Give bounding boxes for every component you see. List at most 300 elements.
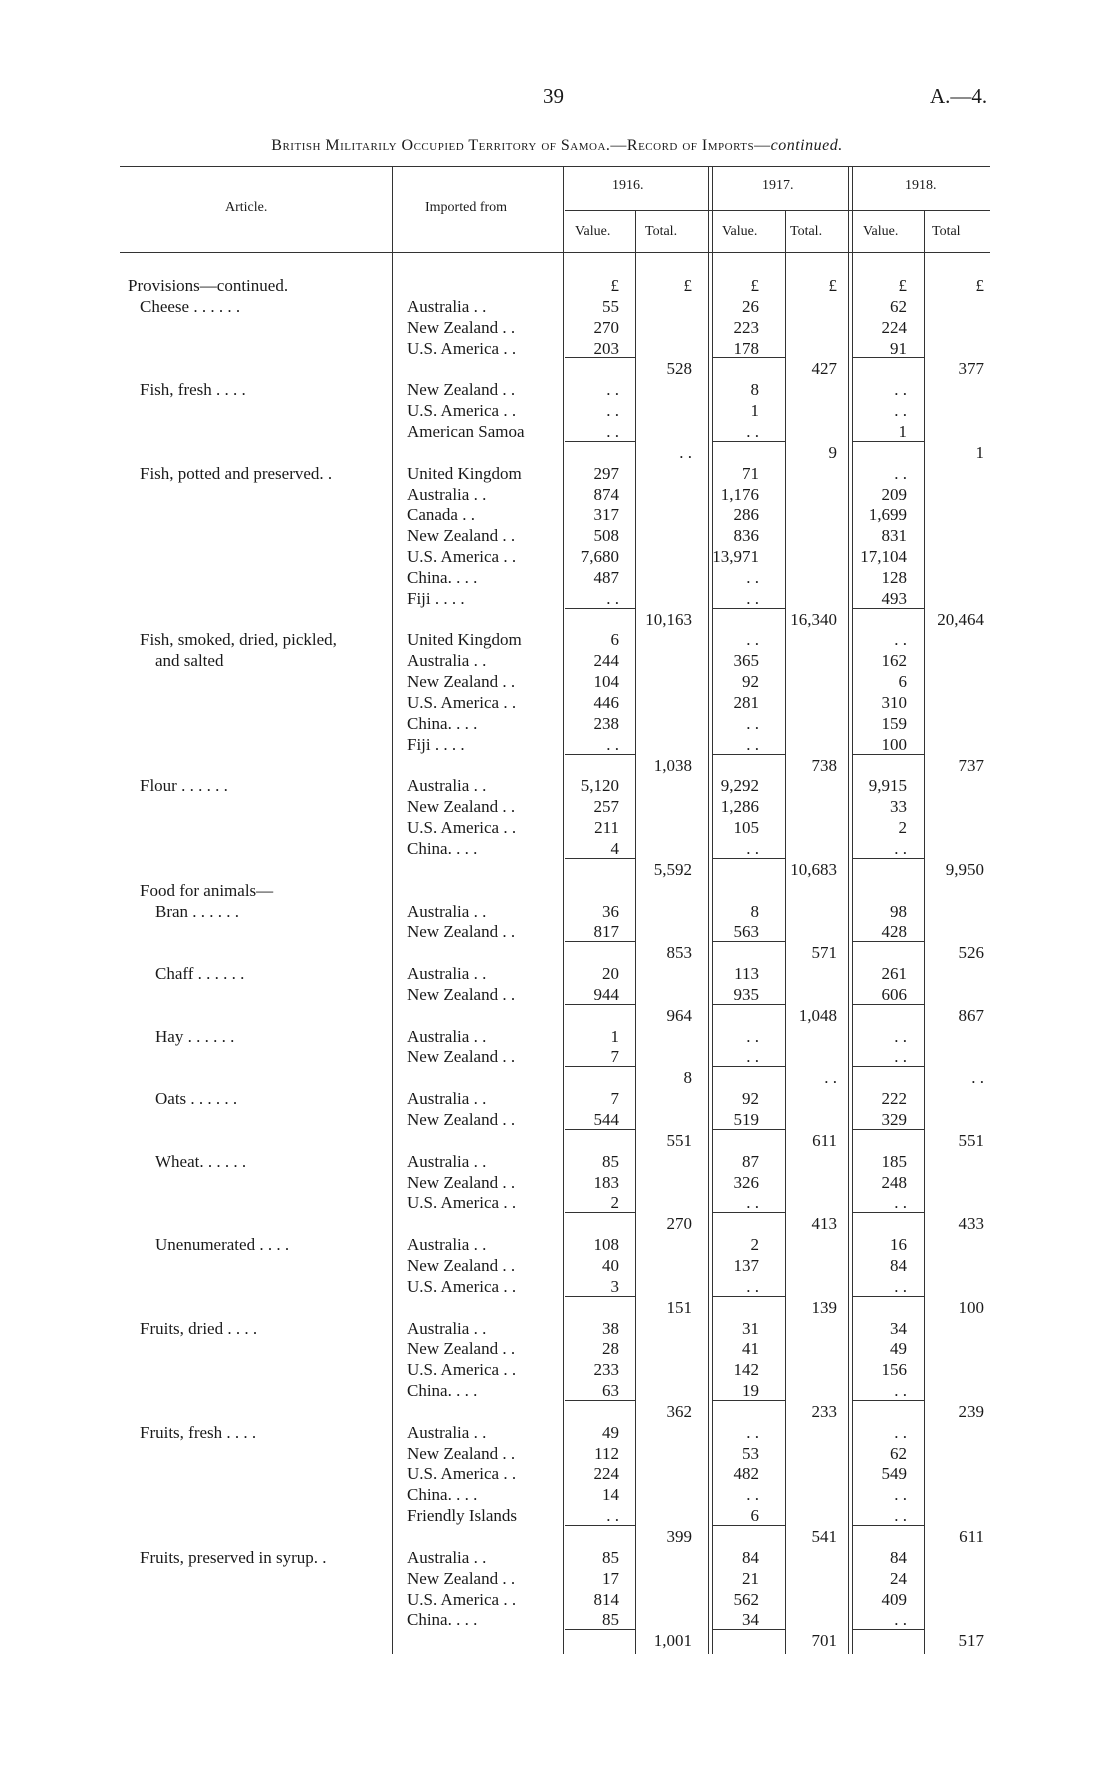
value-1918-cell: 34: [890, 1318, 907, 1338]
table-row: [0, 505, 1114, 525]
table-row: [0, 339, 1114, 359]
header-1916-total: Total.: [645, 224, 678, 239]
table-row: [0, 630, 1114, 650]
source-cell: New Zealand . .: [407, 922, 516, 942]
value-1916-cell: . .: [606, 1506, 619, 1526]
table-row: [0, 943, 1114, 963]
table-row: [0, 1444, 1114, 1464]
value-1918-cell: . .: [894, 838, 907, 858]
table-row: [0, 422, 1114, 442]
table-row: [0, 1214, 1114, 1234]
subtotal-rule: [565, 1066, 635, 1067]
source-cell: Australia . .: [407, 1089, 487, 1109]
source-cell: New Zealand . .: [407, 1047, 516, 1067]
total-1918-cell: 377: [958, 359, 984, 379]
value-1917-cell: . .: [746, 567, 759, 587]
article-cell: Fruits, fresh . . . .: [140, 1422, 257, 1442]
value-1916-cell: 297: [593, 463, 619, 483]
value-1918-cell: 2: [898, 818, 907, 838]
value-1918-cell: 17,104: [860, 547, 907, 567]
subtotal-rule: [565, 858, 635, 859]
subtotal-rule: [565, 357, 635, 358]
article-cell: Wheat. . . . . .: [155, 1151, 247, 1171]
total-1916-cell: 528: [666, 359, 692, 379]
source-cell: New Zealand . .: [407, 1172, 516, 1192]
value-1917-cell: 1,176: [720, 484, 759, 504]
table-row: [0, 1339, 1114, 1359]
value-1917-cell: 21: [742, 1568, 759, 1588]
total-1916-cell: . .: [679, 442, 692, 462]
total-1916-cell: 1,001: [653, 1631, 692, 1651]
table-row: [0, 1506, 1114, 1526]
value-1916-cell: 7: [610, 1089, 619, 1109]
value-1916-cell: 36: [602, 901, 619, 921]
table-row: [0, 359, 1114, 379]
subtotal-rule: [565, 1525, 635, 1526]
source-cell: U.S. America . .: [407, 693, 517, 712]
total-1917-cell: 233: [811, 1401, 837, 1421]
value-1917-cell: 71: [742, 463, 759, 483]
value-1916-cell: 112: [594, 1443, 619, 1463]
value-1916-cell: 270: [593, 317, 619, 337]
table-row: [0, 1527, 1114, 1547]
value-1917-cell: 482: [733, 1464, 759, 1484]
table-row: [0, 589, 1114, 609]
value-1917-cell: 2: [750, 1235, 759, 1255]
value-1917-cell: 105: [733, 818, 759, 838]
total-1916-cell: 853: [666, 943, 692, 963]
title-continued: continued.: [770, 137, 843, 154]
article-cell: Fish, fresh . . . .: [140, 380, 246, 400]
value-1918-cell: 831: [881, 526, 907, 546]
subtotal-rule: [565, 1296, 635, 1297]
value-1916-cell: 4: [610, 838, 619, 858]
subtotal-rule: [713, 858, 785, 859]
value-1917-cell: . .: [746, 1422, 759, 1442]
value-1916-cell: 108: [593, 1235, 619, 1255]
header-1917-total: Total.: [790, 224, 823, 239]
subtotal-rule: [853, 1129, 924, 1130]
source-cell: U.S. America . .: [407, 338, 517, 358]
total-1918-cell: 20,464: [937, 609, 984, 629]
subtotal-rule: [853, 1004, 924, 1005]
value-1918-cell: 62: [890, 296, 907, 316]
subtotal-rule: [713, 1629, 785, 1630]
total-1916-cell: 964: [666, 1005, 692, 1025]
value-1917-cell: . .: [746, 421, 759, 441]
value-1916-cell: 874: [593, 484, 619, 504]
value-1916-cell: 6: [610, 630, 619, 650]
total-1918-cell: . .: [971, 1068, 984, 1088]
source-cell: China. . . .: [407, 1485, 478, 1505]
table-row: [0, 610, 1114, 630]
table-row: [0, 985, 1114, 1005]
value-1916-cell: 544: [593, 1110, 619, 1129]
subtotal-rule: [853, 608, 924, 609]
table-row: [0, 443, 1114, 463]
source-cell: Australia . .: [407, 776, 487, 796]
subtotal-rule: [713, 1066, 785, 1067]
value-1917-cell: 137: [733, 1255, 759, 1275]
value-1918-cell: 24: [890, 1568, 907, 1588]
total-1918-cell: 867: [958, 1005, 984, 1025]
source-cell: New Zealand . .: [407, 672, 516, 692]
total-1917-cell: 701: [811, 1631, 837, 1651]
value-1916-cell: 5,120: [580, 776, 619, 796]
value-1918-cell: 209: [881, 484, 907, 504]
source-cell: New Zealand . .: [407, 1568, 516, 1588]
value-1918-cell: 100: [881, 734, 907, 754]
subtotal-rule: [713, 1296, 785, 1297]
article-cell: Food for animals—: [140, 880, 274, 900]
subtotal-rule: [713, 754, 785, 755]
value-1918-cell: . .: [894, 463, 907, 483]
total-1916-cell: 399: [666, 1527, 692, 1546]
value-1916-cell: 257: [593, 797, 619, 817]
value-1918-cell: 549: [881, 1464, 907, 1484]
total-1916-cell: 362: [666, 1401, 692, 1421]
header-1918-total: Total: [932, 224, 961, 239]
header-1918-value: Value.: [863, 224, 899, 239]
value-1918-cell: 1: [898, 421, 907, 441]
value-1917-cell: 34: [742, 1610, 759, 1630]
value-1916-cell: 446: [593, 693, 619, 712]
subtotal-rule: [713, 1212, 785, 1213]
value-1917-cell: 836: [733, 526, 759, 546]
source-cell: U.S. America . .: [407, 1276, 517, 1296]
value-1916-cell: . .: [606, 588, 619, 608]
total-1917-cell: 738: [811, 755, 837, 775]
source-cell: China. . . .: [407, 1610, 478, 1630]
subtotal-rule: [713, 941, 785, 942]
value-1917-cell: 223: [733, 317, 759, 337]
value-1917-cell: 563: [733, 922, 759, 942]
value-1918-cell: 329: [881, 1110, 907, 1129]
value-1918-cell: 156: [881, 1360, 907, 1380]
header-article: Article.: [225, 200, 268, 215]
value-1918-cell: 84: [890, 1547, 907, 1567]
value-1918-cell: 222: [881, 1089, 907, 1109]
table-row: [0, 1068, 1114, 1088]
value-1918-cell: 62: [890, 1443, 907, 1463]
source-cell: China. . . .: [407, 567, 478, 587]
value-1916-cell: 14: [602, 1485, 619, 1505]
source-cell: Friendly Islands: [407, 1506, 518, 1526]
value-1917-cell: 8: [750, 380, 759, 400]
value-1917-cell: . .: [746, 838, 759, 858]
article-cell: Bran . . . . . .: [155, 901, 240, 921]
value-1917-cell: £: [750, 276, 759, 295]
article-cell: Provisions—continued.: [128, 276, 289, 295]
total-1918-cell: 737: [958, 755, 984, 775]
source-cell: U.S. America . .: [407, 1589, 517, 1609]
table-row: [0, 860, 1114, 880]
value-1916-cell: 85: [602, 1610, 619, 1630]
table-row: [0, 1027, 1114, 1047]
total-1918-cell: 100: [958, 1297, 984, 1317]
table-row: [0, 1569, 1114, 1589]
article-cell: Flour . . . . . .: [140, 776, 228, 796]
value-1918-cell: 428: [881, 922, 907, 942]
total-1917-cell: 10,683: [790, 859, 837, 879]
value-1916-cell: . .: [606, 401, 619, 421]
value-1917-cell: 6: [750, 1506, 759, 1526]
value-1916-cell: 211: [594, 818, 619, 838]
subtotal-rule: [565, 1629, 635, 1630]
value-1916-cell: 7,680: [580, 547, 619, 567]
value-1918-cell: . .: [894, 630, 907, 650]
value-1917-cell: . .: [746, 734, 759, 754]
table-row: [0, 1360, 1114, 1380]
total-1917-cell: 427: [811, 359, 837, 379]
value-1918-cell: 128: [881, 567, 907, 587]
value-1916-cell: 20: [602, 964, 619, 984]
subtotal-rule: [853, 1629, 924, 1630]
value-1918-cell: 409: [881, 1589, 907, 1609]
value-1918-cell: . .: [894, 1485, 907, 1505]
table-row: [0, 1047, 1114, 1067]
value-1917-cell: 9,292: [720, 776, 759, 796]
value-1917-cell: 178: [733, 338, 759, 358]
value-1917-cell: 519: [733, 1110, 759, 1129]
total-1917-cell: 16,340: [790, 609, 837, 629]
table-row: [0, 1319, 1114, 1339]
value-1916-cell: 104: [593, 672, 619, 692]
table-row: [0, 1173, 1114, 1193]
subtotal-rule: [565, 1400, 635, 1401]
subtotal-rule: [853, 754, 924, 755]
table-row: [0, 818, 1114, 838]
total-1916-cell: £: [683, 276, 692, 295]
value-1918-cell: 310: [881, 693, 907, 712]
value-1916-cell: 38: [602, 1318, 619, 1338]
table-row: [0, 297, 1114, 317]
table-row: [0, 380, 1114, 400]
value-1917-cell: . .: [746, 588, 759, 608]
value-1918-cell: 224: [881, 317, 907, 337]
table-row: [0, 797, 1114, 817]
total-1918-cell: 433: [958, 1214, 984, 1234]
source-cell: Australia . .: [407, 1026, 487, 1046]
total-1916-cell: 151: [666, 1297, 692, 1317]
subtotal-rule: [565, 754, 635, 755]
table-row: [0, 1298, 1114, 1318]
value-1917-cell: 31: [742, 1318, 759, 1338]
subtotal-rule: [853, 941, 924, 942]
subtotal-rule: [565, 1004, 635, 1005]
total-1918-cell: 526: [958, 943, 984, 963]
value-1916-cell: 7: [610, 1047, 619, 1067]
source-cell: Fiji . . . .: [407, 734, 465, 754]
table-row: [0, 1110, 1114, 1130]
value-1917-cell: 41: [742, 1339, 759, 1359]
value-1918-cell: 493: [881, 588, 907, 608]
table-row: [0, 735, 1114, 755]
value-1916-cell: 508: [593, 526, 619, 546]
value-1917-cell: 142: [733, 1360, 759, 1380]
subtotal-rule: [853, 357, 924, 358]
value-1916-cell: . .: [606, 380, 619, 400]
table-row: [0, 776, 1114, 796]
total-1917-cell: 139: [811, 1297, 837, 1317]
value-1917-cell: 286: [733, 505, 759, 525]
total-1918-cell: 239: [958, 1401, 984, 1421]
total-1917-cell: £: [828, 276, 837, 295]
table-row: [0, 464, 1114, 484]
source-cell: Australia . .: [407, 964, 487, 984]
subtotal-rule: [713, 1129, 785, 1130]
table-row: [0, 756, 1114, 776]
subtotal-rule: [713, 441, 785, 442]
page-reference: A.—4.: [930, 84, 988, 108]
total-1918-cell: 9,950: [945, 859, 984, 879]
source-cell: New Zealand . .: [407, 317, 516, 337]
table-row: [0, 1131, 1114, 1151]
subtotal-rule: [565, 941, 635, 942]
source-cell: Australia . .: [407, 1151, 487, 1171]
value-1916-cell: 85: [602, 1151, 619, 1171]
total-1918-cell: 1: [975, 442, 984, 462]
subtotal-rule: [713, 1004, 785, 1005]
value-1917-cell: 281: [733, 693, 759, 712]
value-1918-cell: . .: [894, 1047, 907, 1067]
subtotal-rule: [853, 1066, 924, 1067]
source-cell: China. . . .: [407, 713, 478, 733]
source-cell: New Zealand . .: [407, 1255, 516, 1275]
source-cell: Australia . .: [407, 296, 487, 316]
value-1917-cell: . .: [746, 630, 759, 650]
subtotal-rule: [713, 1400, 785, 1401]
table-row: [0, 672, 1114, 692]
table-row: [0, 1256, 1114, 1276]
table-row: [0, 1423, 1114, 1443]
value-1917-cell: 87: [742, 1151, 759, 1171]
value-1917-cell: . .: [746, 713, 759, 733]
header-1916-value: Value.: [575, 224, 611, 239]
table-row: [0, 839, 1114, 859]
value-1918-cell: 84: [890, 1255, 907, 1275]
value-1918-cell: . .: [894, 1276, 907, 1296]
value-1917-cell: 1: [750, 401, 759, 421]
value-1917-cell: 113: [734, 964, 759, 984]
table-row: [0, 881, 1114, 901]
source-cell: U.S. America . .: [407, 1464, 517, 1484]
value-1918-cell: . .: [894, 1422, 907, 1442]
table-row: [0, 1277, 1114, 1297]
subtotal-rule: [565, 1129, 635, 1130]
source-cell: Australia . .: [407, 1235, 487, 1255]
subtotal-rule: [853, 1296, 924, 1297]
total-1917-cell: 1,048: [798, 1005, 837, 1025]
table-row: [0, 526, 1114, 546]
source-cell: Australia . .: [407, 651, 487, 671]
total-1918-cell: £: [975, 276, 984, 295]
value-1917-cell: 13,971: [712, 547, 759, 567]
article-cell: Fish, potted and preserved. .: [140, 463, 333, 483]
subtotal-rule: [853, 441, 924, 442]
value-1917-cell: 326: [733, 1172, 759, 1192]
value-1916-cell: 183: [593, 1172, 619, 1192]
table-row: [0, 1402, 1114, 1422]
value-1918-cell: 606: [881, 984, 907, 1004]
value-1916-cell: 63: [602, 1381, 619, 1401]
table-row: [0, 1485, 1114, 1505]
source-cell: New Zealand . .: [407, 1110, 516, 1129]
subtotal-rule: [713, 1525, 785, 1526]
source-cell: Australia . .: [407, 901, 487, 921]
article-cell: Fruits, preserved in syrup. .: [140, 1547, 327, 1567]
value-1918-cell: 162: [881, 651, 907, 671]
table-row: [0, 568, 1114, 588]
source-cell: Australia . .: [407, 1318, 487, 1338]
value-1917-cell: 53: [742, 1443, 759, 1463]
table-row: [0, 1381, 1114, 1401]
table-row: [0, 1089, 1114, 1109]
value-1917-cell: 84: [742, 1547, 759, 1567]
source-cell: Australia . .: [407, 1547, 487, 1567]
source-cell: Fiji . . . .: [407, 588, 465, 608]
value-1916-cell: . .: [606, 421, 619, 441]
value-1918-cell: 159: [881, 713, 907, 733]
table-row: [0, 1006, 1114, 1026]
article-cell: and salted: [155, 651, 224, 671]
value-1917-cell: . .: [746, 1193, 759, 1213]
source-cell: U.S. America . .: [407, 401, 517, 421]
total-1916-cell: 270: [666, 1214, 692, 1234]
table-row: [0, 1590, 1114, 1610]
value-1918-cell: 9,915: [868, 776, 907, 796]
value-1917-cell: 8: [750, 901, 759, 921]
article-cell: Cheese . . . . . .: [140, 296, 241, 316]
article-cell: Hay . . . . . .: [155, 1026, 235, 1046]
value-1918-cell: 6: [898, 672, 907, 692]
header-1917: 1917.: [762, 178, 794, 193]
total-1917-cell: 541: [811, 1527, 837, 1546]
value-1918-cell: 185: [881, 1151, 907, 1171]
table-row: [0, 1152, 1114, 1172]
value-1916-cell: 244: [593, 651, 619, 671]
value-1916-cell: 224: [593, 1464, 619, 1484]
value-1918-cell: . .: [894, 1610, 907, 1630]
table-row: [0, 485, 1114, 505]
value-1916-cell: 817: [593, 922, 619, 942]
value-1918-cell: £: [898, 276, 907, 295]
header-1917-value: Value.: [722, 224, 758, 239]
subtotal-rule: [713, 608, 785, 609]
value-1916-cell: 2: [610, 1193, 619, 1213]
source-cell: New Zealand . .: [407, 526, 516, 546]
source-cell: U.S. America . .: [407, 1193, 517, 1213]
value-1918-cell: 16: [890, 1235, 907, 1255]
total-1916-cell: 551: [666, 1130, 692, 1150]
value-1916-cell: 49: [602, 1422, 619, 1442]
source-cell: New Zealand . .: [407, 1443, 516, 1463]
subtotal-rule: [565, 1212, 635, 1213]
value-1918-cell: . .: [894, 1506, 907, 1526]
value-1917-cell: 1,286: [720, 797, 759, 817]
value-1917-cell: 92: [742, 672, 759, 692]
value-1916-cell: 28: [602, 1339, 619, 1359]
value-1916-cell: 487: [593, 567, 619, 587]
table-row: [0, 964, 1114, 984]
value-1917-cell: 19: [742, 1381, 759, 1401]
value-1918-cell: 49: [890, 1339, 907, 1359]
source-cell: Australia . .: [407, 1422, 487, 1442]
total-1918-cell: 611: [959, 1527, 984, 1546]
page-number: 39: [543, 84, 564, 108]
value-1917-cell: . .: [746, 1047, 759, 1067]
value-1918-cell: 98: [890, 901, 907, 921]
